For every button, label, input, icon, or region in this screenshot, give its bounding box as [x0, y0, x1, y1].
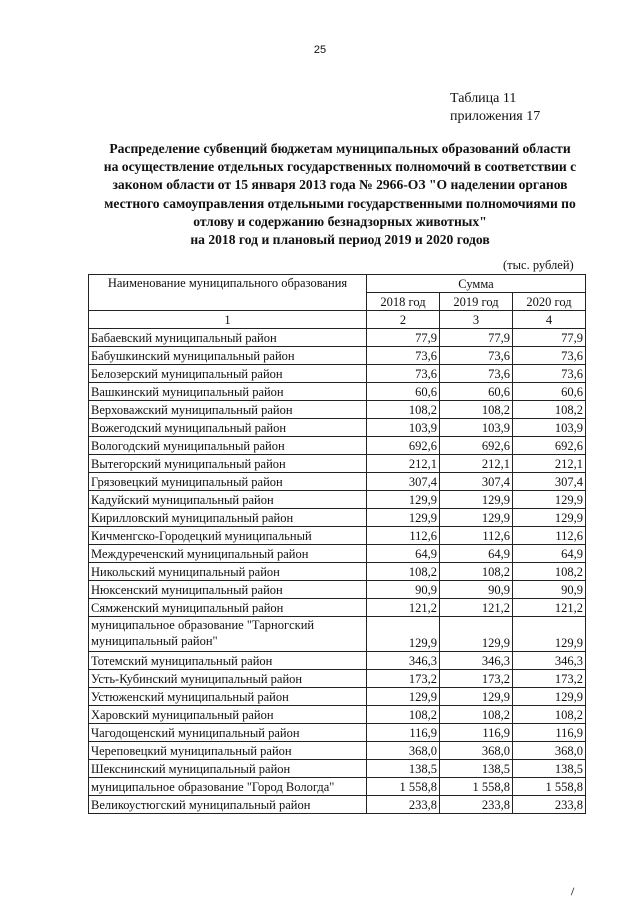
value-2020-cell: 103,9 — [513, 419, 586, 437]
value-2020-cell: 129,9 — [513, 509, 586, 527]
value-2019-cell: 108,2 — [440, 563, 513, 581]
table-row — [89, 742, 586, 760]
table-row — [89, 347, 586, 365]
value-2018-cell: 368,0 — [367, 742, 440, 760]
municipality-name-cell: Верховажский муниципальный район — [89, 401, 367, 419]
municipality-name-cell: муниципальное образование "Тарногский муниципальный район" — [89, 617, 367, 652]
value-2019-cell: 368,0 — [440, 742, 513, 760]
value-2019-cell: 129,9 — [440, 617, 513, 652]
table-row — [89, 581, 586, 599]
municipality-name-cell: Кирилловский муниципальный район — [89, 509, 367, 527]
header-year-2018: 2018 год — [367, 293, 440, 311]
municipality-name-cell: Междуреченский муниципальный район — [89, 545, 367, 563]
title-line: на осуществление отдельных государственных полномочий в соответствии с — [103, 159, 577, 175]
municipality-name-cell: Бабушкинский муниципальный район — [89, 347, 367, 365]
value-2019-cell: 346,3 — [440, 652, 513, 670]
subvention-table — [88, 274, 586, 814]
table-row — [89, 419, 586, 437]
value-2020-cell: 307,4 — [513, 473, 586, 491]
value-2020-cell: 73,6 — [513, 347, 586, 365]
table-row — [89, 796, 586, 814]
table-row — [89, 563, 586, 581]
column-number: 3 — [440, 311, 513, 329]
value-2020-cell: 368,0 — [513, 742, 586, 760]
value-2018-cell: 173,2 — [367, 670, 440, 688]
scan-mark — [571, 888, 577, 897]
value-2018-cell: 73,6 — [367, 365, 440, 383]
value-2019-cell: 692,6 — [440, 437, 513, 455]
municipality-name-cell: Великоустюгский муниципальный район — [89, 796, 367, 814]
value-2019-cell: 212,1 — [440, 455, 513, 473]
table-row — [89, 401, 586, 419]
table-row — [89, 329, 586, 347]
title-line: законом области от 15 января 2013 года № 2966-ОЗ "О наделении органов — [112, 177, 568, 193]
value-2020-cell: 90,9 — [513, 581, 586, 599]
title-line: на 2018 год и плановый период 2019 и 2020 годов — [190, 232, 490, 248]
value-2020-cell: 129,9 — [513, 688, 586, 706]
value-2018-cell: 307,4 — [367, 473, 440, 491]
column-number: 2 — [367, 311, 440, 329]
value-2018-cell: 90,9 — [367, 581, 440, 599]
table-header-row — [89, 275, 586, 293]
title-line: отлову и содержанию безнадзорных животных" — [193, 213, 487, 229]
value-2019-cell: 116,9 — [440, 724, 513, 742]
value-2020-cell: 108,2 — [513, 563, 586, 581]
municipality-name-cell: Бабаевский муниципальный район — [89, 329, 367, 347]
value-2018-cell: 108,2 — [367, 563, 440, 581]
table-row — [89, 455, 586, 473]
table-row — [89, 545, 586, 563]
municipality-name-cell: Тотемский муниципальный район — [89, 652, 367, 670]
value-2018-cell: 60,6 — [367, 383, 440, 401]
value-2018-cell: 346,3 — [367, 652, 440, 670]
table-row — [89, 688, 586, 706]
table-row — [89, 706, 586, 724]
value-2020-cell: 129,9 — [513, 617, 586, 652]
value-2018-cell: 64,9 — [367, 545, 440, 563]
table-row — [89, 599, 586, 617]
table-row — [89, 509, 586, 527]
municipality-name-cell: Устюженский муниципальный район — [89, 688, 367, 706]
value-2019-cell: 121,2 — [440, 599, 513, 617]
value-2020-cell: 692,6 — [513, 437, 586, 455]
municipality-name-cell: Шекснинский муниципальный район — [89, 760, 367, 778]
value-2020-cell: 1 558,8 — [513, 778, 586, 796]
document-title — [80, 140, 600, 249]
header-name: Наименование муниципального образования — [89, 275, 367, 311]
value-2019-cell: 129,9 — [440, 688, 513, 706]
value-2020-cell: 173,2 — [513, 670, 586, 688]
column-number: 1 — [89, 311, 367, 329]
table-row — [89, 760, 586, 778]
value-2019-cell: 233,8 — [440, 796, 513, 814]
table-row — [89, 652, 586, 670]
value-2018-cell: 692,6 — [367, 437, 440, 455]
value-2020-cell: 64,9 — [513, 545, 586, 563]
value-2020-cell: 108,2 — [513, 401, 586, 419]
title-line: Распределение субвенций бюджетам муниципальных образований области — [109, 141, 571, 156]
value-2018-cell: 73,6 — [367, 347, 440, 365]
municipality-name-cell: Вожегодский муниципальный район — [89, 419, 367, 437]
value-2018-cell: 212,1 — [367, 455, 440, 473]
table-column-numbers-row — [89, 311, 586, 329]
table-row — [89, 527, 586, 545]
header-year-2019: 2019 год — [440, 293, 513, 311]
municipality-name-cell: Сямженский муниципальный район — [89, 599, 367, 617]
value-2018-cell: 138,5 — [367, 760, 440, 778]
value-2019-cell: 90,9 — [440, 581, 513, 599]
table-reference-line-1: Таблица 11 — [450, 91, 517, 106]
municipality-name-cell: Грязовецкий муниципальный район — [89, 473, 367, 491]
municipality-name-cell: Нюксенский муниципальный район — [89, 581, 367, 599]
value-2018-cell: 129,9 — [367, 491, 440, 509]
municipality-name-cell: Белозерский муниципальный район — [89, 365, 367, 383]
value-2019-cell: 112,6 — [440, 527, 513, 545]
municipality-name-cell: Кадуйский муниципальный район — [89, 491, 367, 509]
municipality-name-cell: Вытегорский муниципальный район — [89, 455, 367, 473]
value-2018-cell: 116,9 — [367, 724, 440, 742]
header-sum: Сумма — [367, 275, 586, 293]
value-2020-cell: 212,1 — [513, 455, 586, 473]
table-body — [89, 329, 586, 814]
value-2019-cell: 138,5 — [440, 760, 513, 778]
value-2018-cell: 77,9 — [367, 329, 440, 347]
value-2019-cell: 108,2 — [440, 401, 513, 419]
value-2020-cell: 116,9 — [513, 724, 586, 742]
header-year-2020: 2020 год — [513, 293, 586, 311]
table-row — [89, 437, 586, 455]
value-2019-cell: 173,2 — [440, 670, 513, 688]
value-2018-cell: 108,2 — [367, 401, 440, 419]
municipality-name-cell: Вашкинский муниципальный район — [89, 383, 367, 401]
value-2019-cell: 60,6 — [440, 383, 513, 401]
municipality-name-cell: Усть-Кубинский муниципальный район — [89, 670, 367, 688]
value-2019-cell: 73,6 — [440, 347, 513, 365]
value-2020-cell: 346,3 — [513, 652, 586, 670]
value-2019-cell: 1 558,8 — [440, 778, 513, 796]
municipality-name-cell: Никольский муниципальный район — [89, 563, 367, 581]
value-2020-cell: 233,8 — [513, 796, 586, 814]
table-row — [89, 473, 586, 491]
table-reference — [450, 90, 540, 126]
value-2020-cell: 77,9 — [513, 329, 586, 347]
value-2019-cell: 129,9 — [440, 491, 513, 509]
municipality-name-cell: Харовский муниципальный район — [89, 706, 367, 724]
value-2018-cell: 129,9 — [367, 509, 440, 527]
municipality-name-cell: Вологодский муниципальный район — [89, 437, 367, 455]
municipality-name-cell: Кичменгско-Городецкий муниципальный — [89, 527, 367, 545]
value-2018-cell: 233,8 — [367, 796, 440, 814]
value-2018-cell: 112,6 — [367, 527, 440, 545]
value-2019-cell: 103,9 — [440, 419, 513, 437]
value-2020-cell: 121,2 — [513, 599, 586, 617]
value-2019-cell: 64,9 — [440, 545, 513, 563]
value-2020-cell: 138,5 — [513, 760, 586, 778]
table-row — [89, 617, 586, 652]
table-row — [89, 724, 586, 742]
value-2019-cell: 73,6 — [440, 365, 513, 383]
value-2018-cell: 129,9 — [367, 617, 440, 652]
value-2020-cell: 112,6 — [513, 527, 586, 545]
table-row — [89, 778, 586, 796]
column-number: 4 — [513, 311, 586, 329]
page-number: 25 — [313, 44, 327, 56]
table-reference-line-2: приложения 17 — [450, 109, 541, 124]
value-2019-cell: 129,9 — [440, 509, 513, 527]
value-2018-cell: 121,2 — [367, 599, 440, 617]
value-2019-cell: 307,4 — [440, 473, 513, 491]
value-2018-cell: 103,9 — [367, 419, 440, 437]
municipality-name-cell: муниципальное образование "Город Вологда" — [89, 778, 367, 796]
value-2020-cell: 60,6 — [513, 383, 586, 401]
municipality-name-cell: Чагодощенский муниципальный район — [89, 724, 367, 742]
table-row — [89, 670, 586, 688]
units-label: (тыс. рублей) — [503, 258, 574, 272]
value-2020-cell: 73,6 — [513, 365, 586, 383]
value-2018-cell: 129,9 — [367, 688, 440, 706]
value-2018-cell: 1 558,8 — [367, 778, 440, 796]
table-row — [89, 365, 586, 383]
value-2019-cell: 77,9 — [440, 329, 513, 347]
title-line: местного самоуправления отдельными государственными полномочиями по — [104, 195, 576, 211]
table-row — [89, 383, 586, 401]
municipality-name-cell: Череповецкий муниципальный район — [89, 742, 367, 760]
table-row — [89, 491, 586, 509]
value-2019-cell: 108,2 — [440, 706, 513, 724]
value-2020-cell: 108,2 — [513, 706, 586, 724]
value-2018-cell: 108,2 — [367, 706, 440, 724]
value-2020-cell: 129,9 — [513, 491, 586, 509]
